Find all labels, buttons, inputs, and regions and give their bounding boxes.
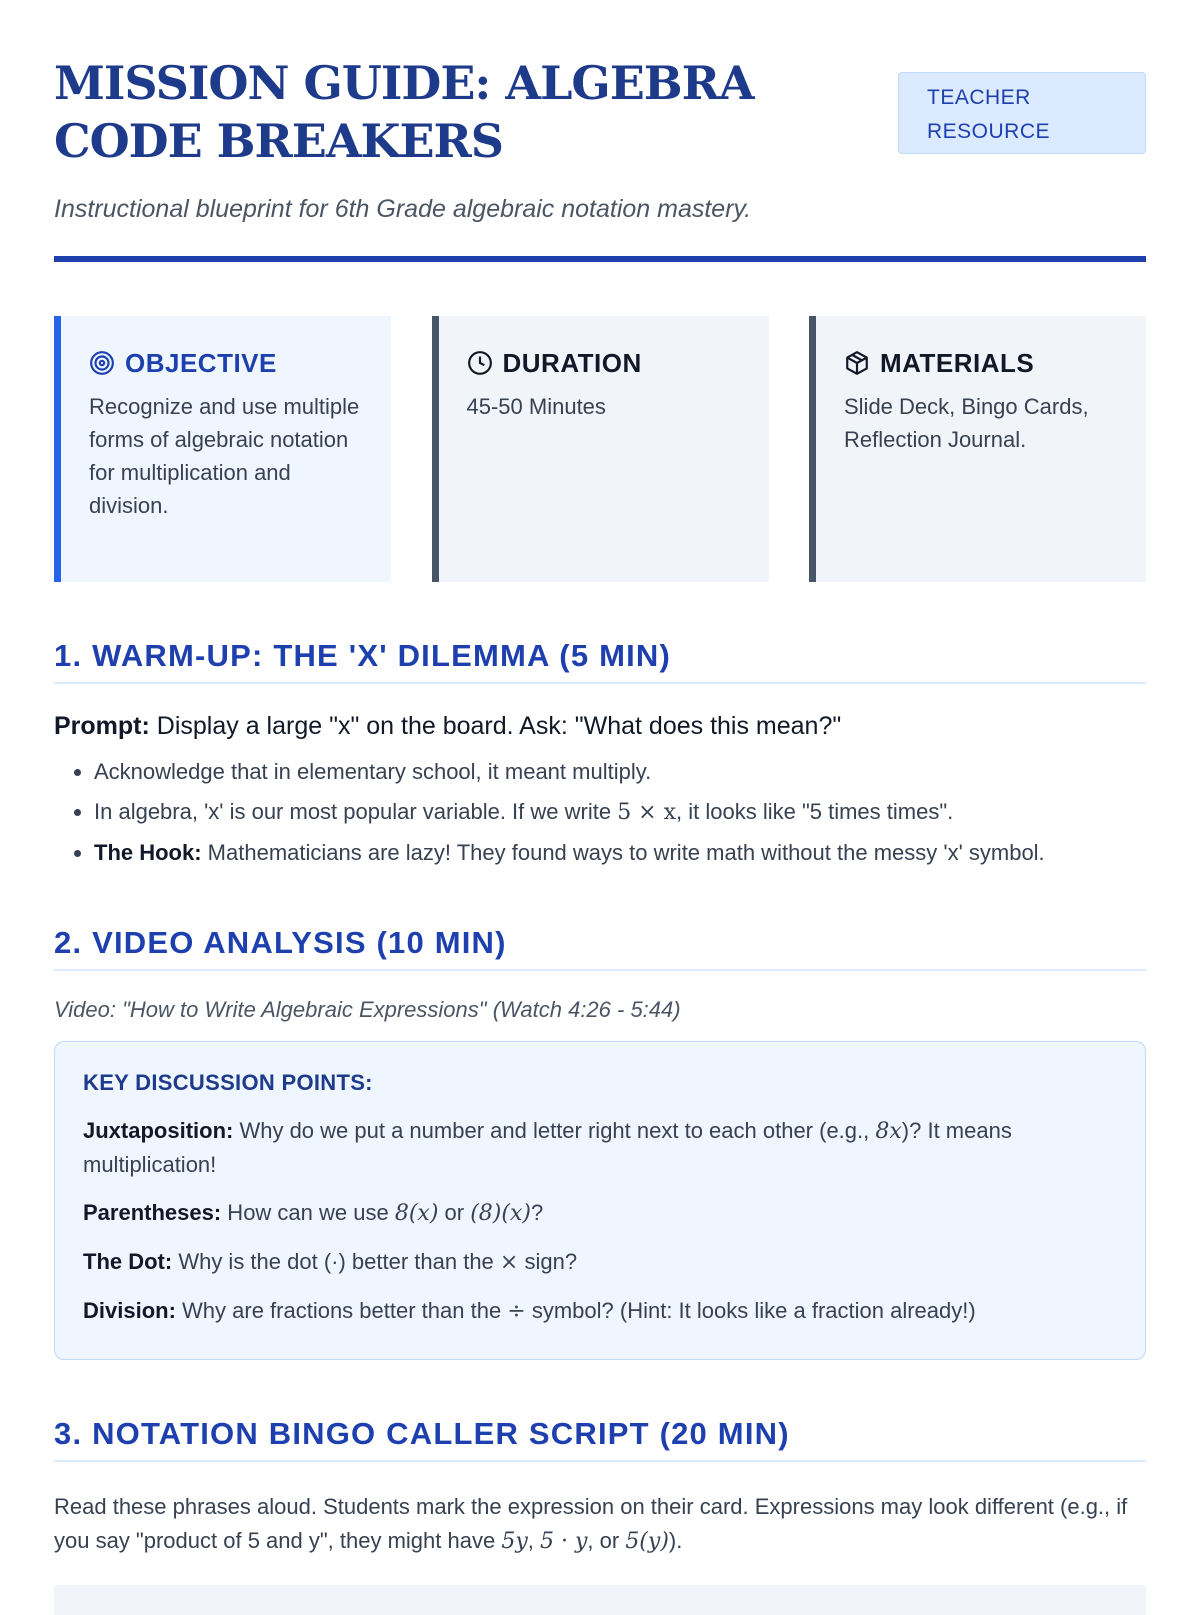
point-text: How can we use	[221, 1200, 395, 1225]
hook-label: The Hook:	[94, 840, 202, 865]
intro-text: ).	[668, 1528, 683, 1553]
header	[54, 0, 1146, 262]
page-subtitle: Instructional blueprint for 6th Grade algebraic notation mastery.	[54, 195, 752, 223]
duration-card-header	[467, 344, 749, 382]
box-icon	[844, 350, 870, 376]
materials-text: Slide Deck, Bingo Cards, Reflection Journal.	[844, 394, 1089, 452]
math-expression: 5(y)	[625, 1529, 669, 1554]
materials-card	[809, 316, 1146, 582]
math-expression: ×	[499, 1250, 519, 1275]
point-text: or	[438, 1200, 471, 1225]
point-label: Parentheses:	[83, 1200, 222, 1225]
list-item	[94, 795, 1146, 829]
objective-card-header	[89, 344, 371, 382]
overview-cards	[54, 316, 1146, 582]
bingo-instructions	[54, 1490, 1146, 1559]
warmup-title: 1. WARM-UP: THE 'X' DILEMMA (5 MIN)	[54, 638, 1146, 684]
intro-text: Read these phrases aloud. Students mark the expression on their card. Expressions may look different (e.g., if you say "product of 5 and y", they might have	[54, 1494, 1128, 1553]
discussion-box	[54, 1041, 1146, 1360]
clock-icon	[467, 350, 493, 376]
discussion-point	[83, 1294, 1117, 1328]
point-label: Juxtaposition:	[83, 1118, 234, 1143]
warmup-list	[54, 755, 1146, 869]
bingo-section	[54, 1416, 1146, 1559]
point-text: Why are fractions better than the	[175, 1298, 508, 1323]
video-section	[54, 925, 1146, 1360]
point-text: sign?	[518, 1249, 578, 1274]
list-item	[94, 836, 1146, 869]
objective-text: Recognize and use multiple forms of algebraic notation for multiplication and division.	[89, 394, 360, 518]
discussion-point	[83, 1196, 1117, 1230]
materials-label: MATERIALS	[880, 347, 1035, 378]
point-text: ?	[530, 1200, 544, 1225]
bullet-text: Mathematicians are lazy! They found ways to write math without the messy 'x' symbol.	[201, 840, 1045, 865]
list-item: • Acknowledge that in elementary school, it meant multiply.	[94, 755, 1146, 788]
discussion-point	[83, 1245, 1117, 1279]
prompt-text: Display a large "x" on the board. Ask: "What does this mean?"	[149, 712, 842, 740]
point-text: Why is the dot (·) better than the	[172, 1249, 500, 1274]
point-text: Why do we put a number and letter right next to each other (e.g.,	[233, 1118, 876, 1143]
math-expression: 8(x)	[394, 1201, 439, 1226]
math-expression: 5 · y	[540, 1529, 588, 1554]
target-icon	[89, 350, 115, 376]
point-text: )? It means multiplication!	[83, 1118, 1012, 1177]
discussion-title: KEY DISCUSSION POINTS:	[83, 1070, 373, 1095]
duration-label: DURATION	[502, 347, 642, 378]
warmup-prompt	[54, 712, 1146, 741]
math-expression: 8x	[875, 1119, 902, 1144]
intro-text: ,	[527, 1528, 540, 1553]
prompt-label: Prompt:	[54, 712, 150, 740]
math-expression: 5 × x	[617, 800, 677, 825]
math-expression: (8)(x)	[470, 1201, 531, 1226]
video-title: 2. VIDEO ANALYSIS (10 MIN)	[54, 925, 1146, 971]
math-expression: 5y	[501, 1529, 528, 1554]
bingo-script-box	[54, 1585, 1146, 1615]
bullet-text: In algebra, 'x' is our most popular variable. If we write	[94, 799, 618, 824]
duration-card	[432, 316, 769, 582]
point-label: The Dot:	[83, 1249, 173, 1274]
teacher-resource-badge: TEACHER RESOURCE	[898, 72, 1146, 154]
bingo-title: 3. NOTATION BINGO CALLER SCRIPT (20 MIN)	[54, 1416, 1146, 1462]
objective-label: OBJECTIVE	[125, 347, 277, 378]
objective-card	[54, 316, 391, 582]
bullet-text: , it looks like "5 times times".	[676, 799, 954, 824]
page-title: MISSION GUIDE: ALGEBRA CODE BREAKERS	[54, 56, 754, 168]
math-expression: ÷	[507, 1299, 526, 1324]
discussion-point	[83, 1114, 1117, 1181]
duration-text: 45-50 Minutes	[466, 394, 606, 419]
point-label: Division:	[83, 1298, 176, 1323]
point-text: symbol? (Hint: It looks like a fraction already!)	[525, 1298, 976, 1323]
intro-text: , or	[587, 1528, 626, 1553]
header-divider	[54, 256, 1146, 262]
video-reference: Video: "How to Write Algebraic Expressions" (Watch 4:26 - 5:44)	[54, 997, 681, 1022]
materials-card-header	[844, 344, 1126, 382]
warmup-section	[54, 638, 1146, 869]
